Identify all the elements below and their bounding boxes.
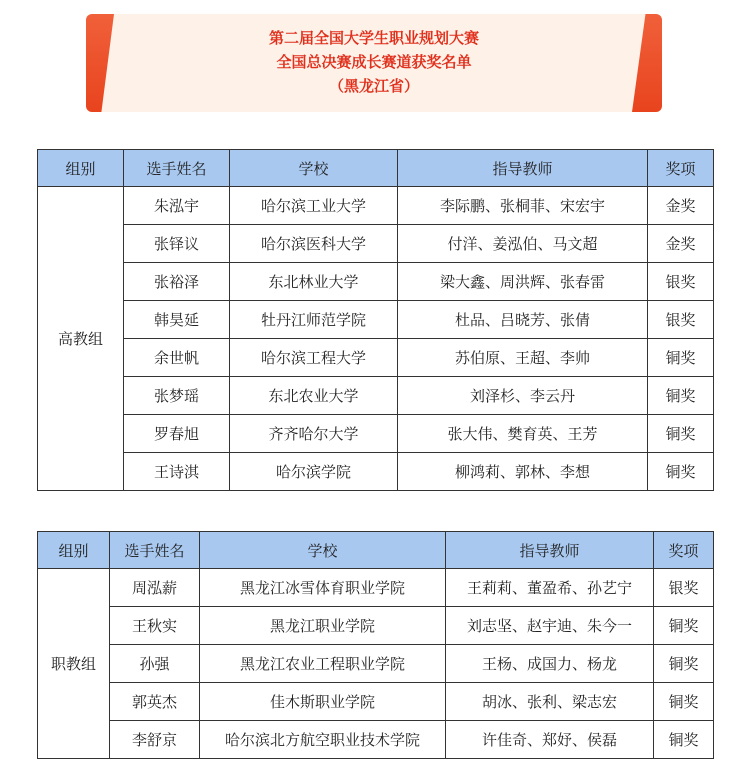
school-cell: 牡丹江师范学院 xyxy=(230,301,398,339)
header-school: 学校 xyxy=(200,532,446,569)
teachers-cell: 杜品、吕晓芳、张倩 xyxy=(398,301,648,339)
school-cell: 哈尔滨工业大学 xyxy=(230,187,398,225)
teachers-cell: 梁大鑫、周洪辉、张春雷 xyxy=(398,263,648,301)
award-cell: 铜奖 xyxy=(654,721,714,759)
award-cell: 铜奖 xyxy=(648,415,714,453)
name-cell: 李舒京 xyxy=(110,721,200,759)
school-cell: 佳木斯职业学院 xyxy=(200,683,446,721)
table-row xyxy=(38,225,714,263)
award-cell: 银奖 xyxy=(648,263,714,301)
table-row xyxy=(38,377,714,415)
name-cell: 王诗淇 xyxy=(124,453,230,491)
award-cell: 铜奖 xyxy=(654,607,714,645)
table-row xyxy=(38,683,714,721)
table-row xyxy=(38,607,714,645)
school-cell: 黑龙江冰雪体育职业学院 xyxy=(200,569,446,607)
teachers-cell: 李际鹏、张桐菲、宋宏宇 xyxy=(398,187,648,225)
name-cell: 王秋实 xyxy=(110,607,200,645)
title-banner xyxy=(86,14,662,112)
header-school: 学校 xyxy=(230,150,398,187)
award-cell: 铜奖 xyxy=(648,339,714,377)
school-cell: 东北农业大学 xyxy=(230,377,398,415)
award-cell: 金奖 xyxy=(648,225,714,263)
header-group: 组别 xyxy=(38,150,124,187)
school-cell: 哈尔滨学院 xyxy=(230,453,398,491)
header-teachers: 指导教师 xyxy=(446,532,654,569)
table-header-row xyxy=(38,532,714,569)
table-row xyxy=(38,645,714,683)
award-cell: 金奖 xyxy=(648,187,714,225)
teachers-cell: 胡冰、张利、梁志宏 xyxy=(446,683,654,721)
name-cell: 孙强 xyxy=(110,645,200,683)
table-row xyxy=(38,569,714,607)
table-row xyxy=(38,187,714,225)
teachers-cell: 王杨、成国力、杨龙 xyxy=(446,645,654,683)
teachers-cell: 柳鸿莉、郭林、李想 xyxy=(398,453,648,491)
table-row xyxy=(38,453,714,491)
name-cell: 张裕泽 xyxy=(124,263,230,301)
group-cell: 职教组 xyxy=(38,569,110,759)
name-cell: 张铎议 xyxy=(124,225,230,263)
banner-line-3: （黑龙江省） xyxy=(328,77,419,95)
school-cell: 哈尔滨工程大学 xyxy=(230,339,398,377)
school-cell: 哈尔滨北方航空职业技术学院 xyxy=(200,721,446,759)
higher-education-award-table xyxy=(37,149,714,491)
group-cell: 高教组 xyxy=(38,187,124,491)
school-cell: 齐齐哈尔大学 xyxy=(230,415,398,453)
header-award: 奖项 xyxy=(648,150,714,187)
name-cell: 朱泓宇 xyxy=(124,187,230,225)
teachers-cell: 付洋、姜泓伯、马文超 xyxy=(398,225,648,263)
name-cell: 周泓薪 xyxy=(110,569,200,607)
award-cell: 铜奖 xyxy=(648,377,714,415)
teachers-cell: 王莉莉、董盈希、孙艺宁 xyxy=(446,569,654,607)
teachers-cell: 苏伯原、王超、李帅 xyxy=(398,339,648,377)
school-cell: 黑龙江农业工程职业学院 xyxy=(200,645,446,683)
banner-line-2: 全国总决赛成长赛道获奖名单 xyxy=(276,53,472,71)
teachers-cell: 张大伟、樊育英、王芳 xyxy=(398,415,648,453)
table-header-row xyxy=(38,150,714,187)
header-teachers: 指导教师 xyxy=(398,150,648,187)
name-cell: 韩昊延 xyxy=(124,301,230,339)
teachers-cell: 刘泽杉、李云丹 xyxy=(398,377,648,415)
header-group: 组别 xyxy=(38,532,110,569)
name-cell: 罗春旭 xyxy=(124,415,230,453)
name-cell: 余世帆 xyxy=(124,339,230,377)
school-cell: 东北林业大学 xyxy=(230,263,398,301)
vocational-education-award-table xyxy=(37,531,714,759)
banner-title xyxy=(86,26,662,98)
award-cell: 铜奖 xyxy=(654,645,714,683)
award-cell: 铜奖 xyxy=(648,453,714,491)
award-cell: 银奖 xyxy=(654,569,714,607)
header-name: 选手姓名 xyxy=(124,150,230,187)
table-row xyxy=(38,415,714,453)
header-award: 奖项 xyxy=(654,532,714,569)
teachers-cell: 刘志坚、赵宇迪、朱今一 xyxy=(446,607,654,645)
name-cell: 郭英杰 xyxy=(110,683,200,721)
table-row xyxy=(38,339,714,377)
school-cell: 哈尔滨医科大学 xyxy=(230,225,398,263)
school-cell: 黑龙江职业学院 xyxy=(200,607,446,645)
teachers-cell: 许佳奇、郑妤、侯磊 xyxy=(446,721,654,759)
award-cell: 银奖 xyxy=(648,301,714,339)
award-cell: 铜奖 xyxy=(654,683,714,721)
table-row xyxy=(38,301,714,339)
banner-line-1: 第二届全国大学生职业规划大赛 xyxy=(268,29,479,47)
table-row xyxy=(38,721,714,759)
table-row xyxy=(38,263,714,301)
header-name: 选手姓名 xyxy=(110,532,200,569)
name-cell: 张梦瑶 xyxy=(124,377,230,415)
